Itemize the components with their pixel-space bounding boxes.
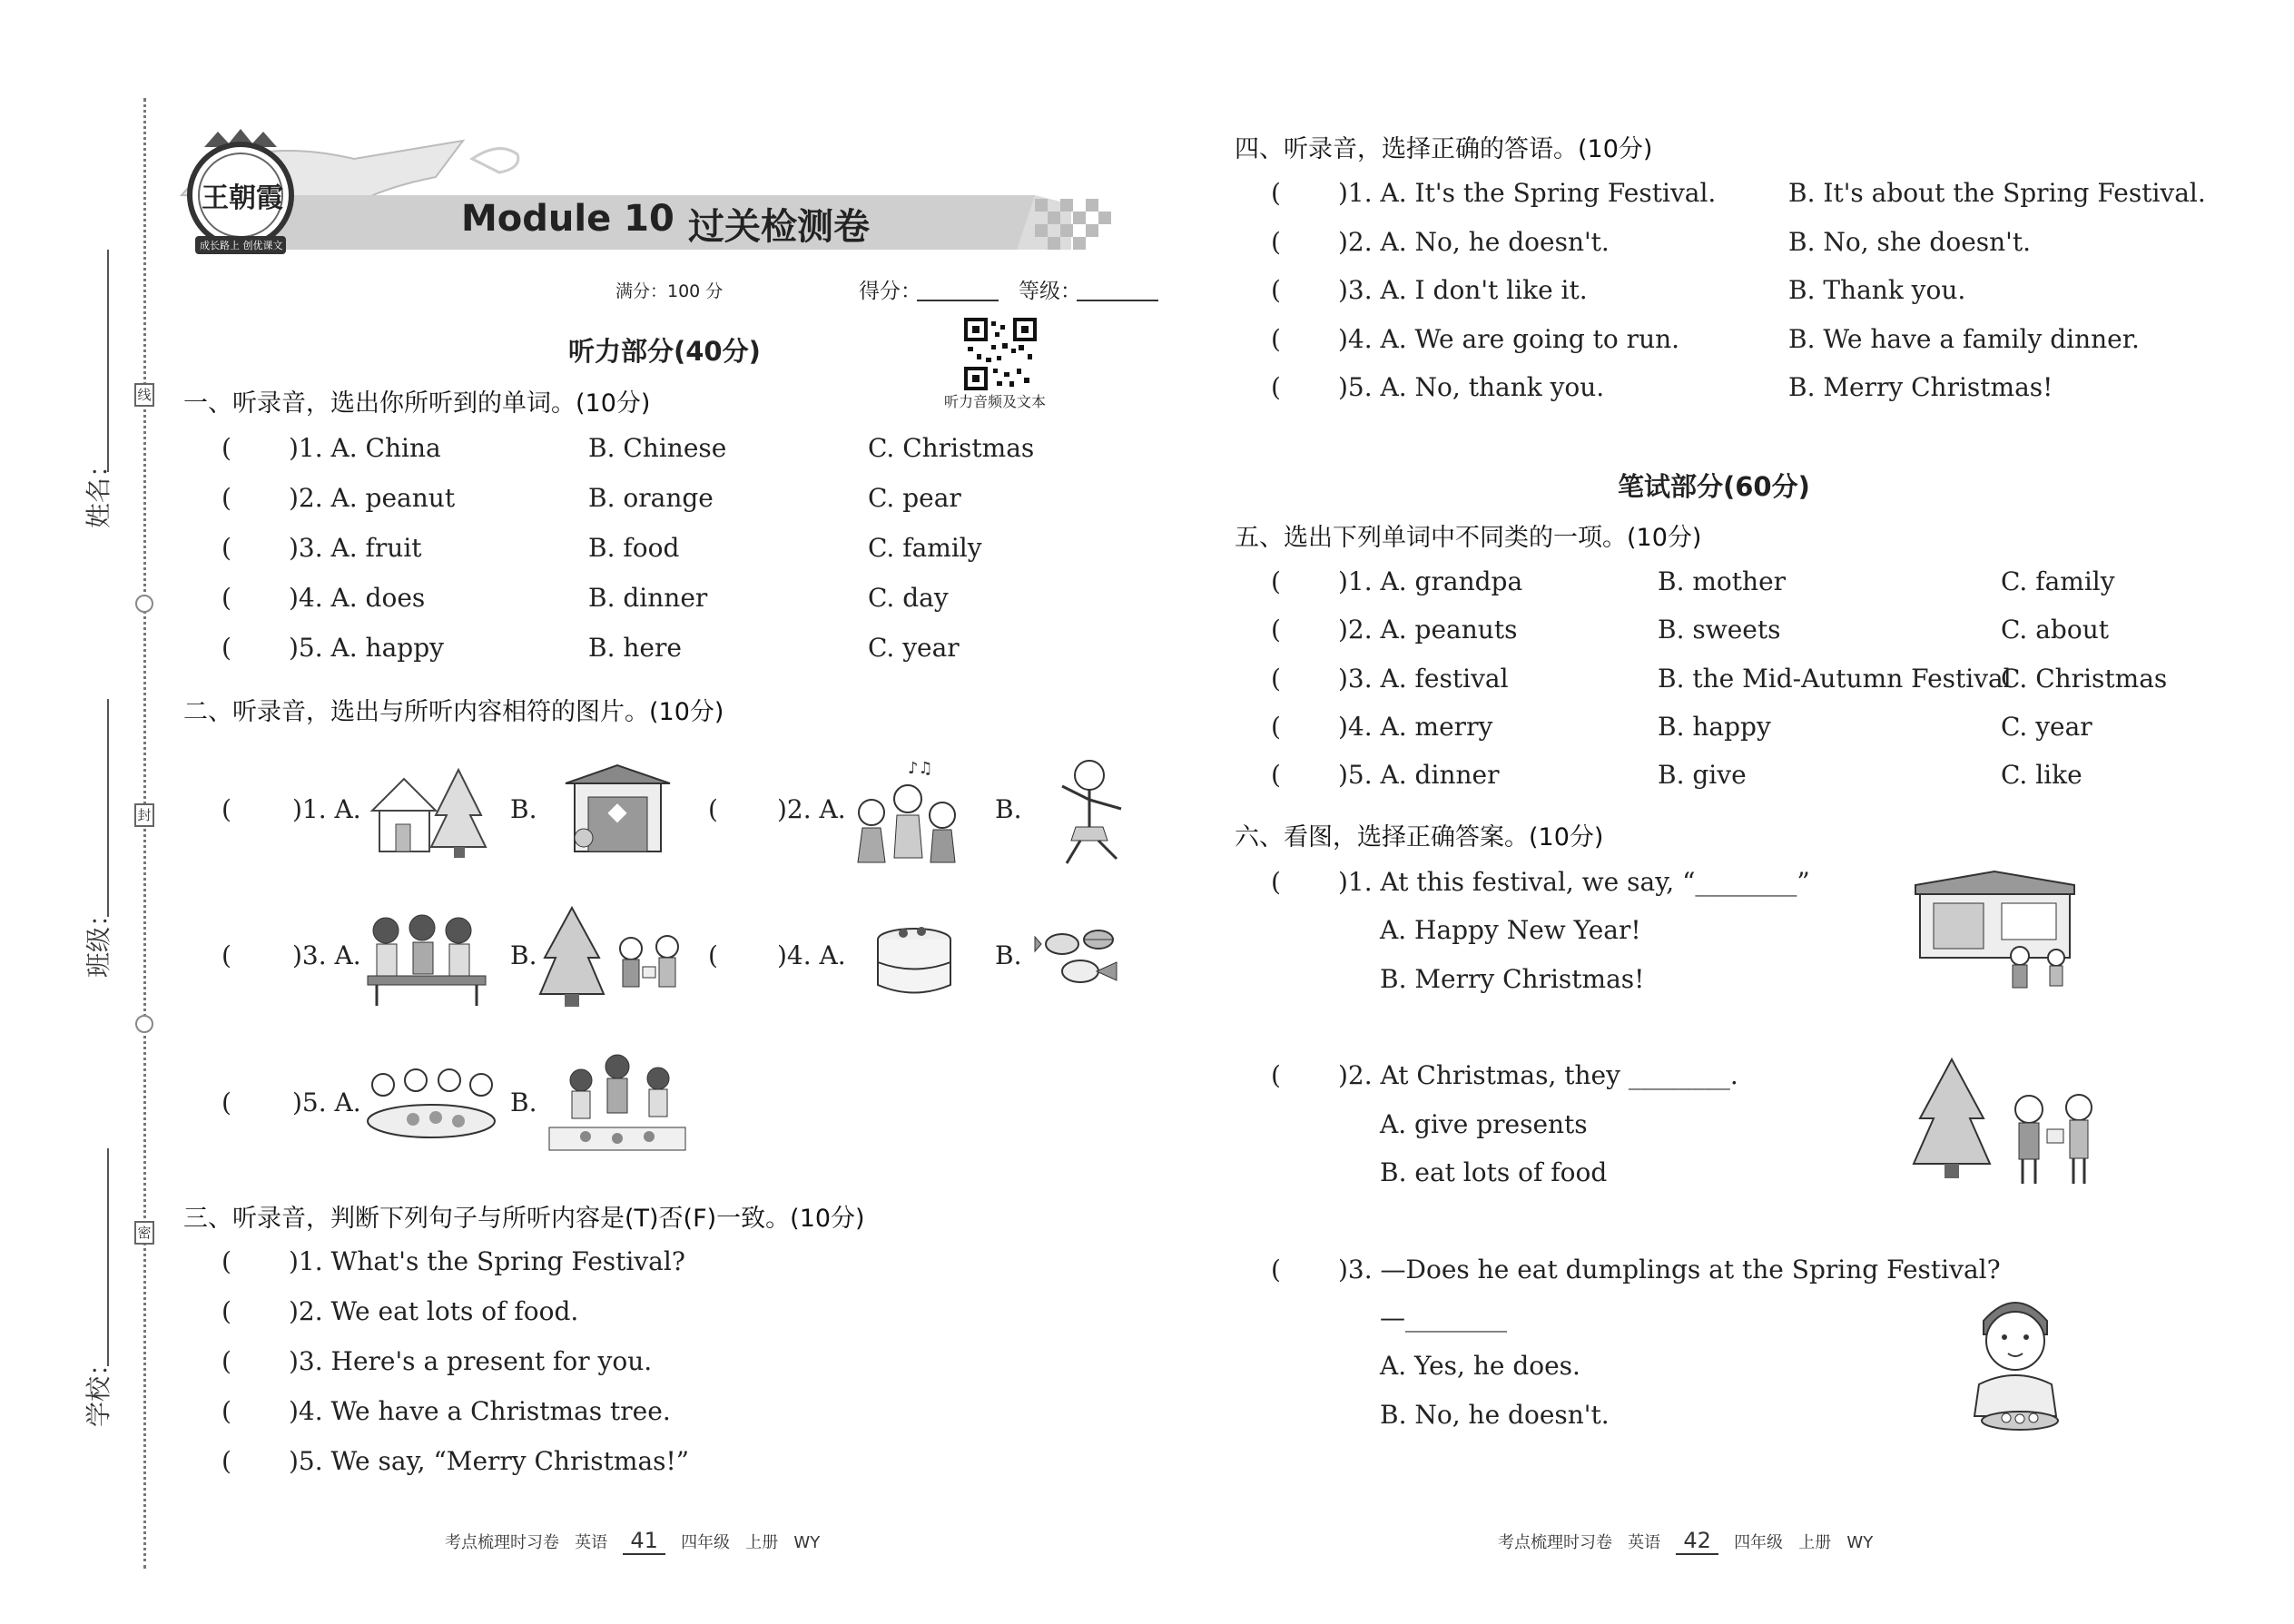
answer-paren[interactable]: (: [1271, 1060, 1281, 1090]
picture-label: )2. A.: [777, 794, 846, 824]
answer-paren[interactable]: (: [1271, 664, 1281, 694]
answer-paren[interactable]: (: [222, 1088, 231, 1117]
school-label: 学校：: [84, 1350, 114, 1428]
binding-dotted-line: [143, 98, 146, 1569]
qr-code[interactable]: [964, 318, 1037, 390]
right-footer: [1498, 1528, 1873, 1553]
option-b: B. orange: [588, 483, 714, 513]
qr-caption: 听力音频及文本: [944, 393, 1047, 410]
statement: )2. We eat lots of food.: [289, 1296, 579, 1326]
answer-blank[interactable]: —________: [1380, 1303, 1507, 1333]
grade-field[interactable]: [1077, 300, 1158, 301]
option-a: )3. A. I don't like it.: [1338, 275, 1588, 305]
option-b: B. mother: [1658, 566, 1787, 596]
answer-paren[interactable]: (: [1271, 712, 1281, 742]
section-3-title: 三、听录音，判断下列句子与所听内容是(T)否(F)一致。(10分): [183, 1205, 865, 1233]
option-b: B. the Mid-Autumn Festival: [1658, 664, 2012, 694]
answer-paren[interactable]: (: [1271, 324, 1281, 354]
picture-label: )4. A.: [777, 940, 846, 970]
option-a: )2. A. No, he doesn't.: [1338, 227, 1610, 257]
footer-edition: WY: [793, 1533, 821, 1552]
footer-subject: 英语: [575, 1533, 608, 1552]
answer-paren[interactable]: (: [1271, 372, 1281, 402]
option-b: B. happy: [1658, 712, 1771, 742]
class-underline: [107, 699, 109, 917]
answer-paren[interactable]: (: [222, 940, 231, 970]
option-b: B. We have a family dinner.: [1788, 324, 2140, 354]
logo-text: 王朝霞: [202, 182, 283, 214]
section-2-title: 二、听录音，选出与所听内容相符的图片。(10分): [183, 698, 724, 726]
answer-paren[interactable]: (: [1271, 760, 1281, 790]
option-c: C. pear: [868, 483, 961, 513]
option-b: B. eat lots of food: [1380, 1157, 1608, 1187]
question-stem: )3. —Does he eat dumplings at the Spring Festival?: [1338, 1255, 2001, 1284]
answer-paren[interactable]: (: [222, 433, 231, 463]
answer-paren[interactable]: (: [222, 794, 231, 824]
answer-paren[interactable]: (: [222, 1396, 231, 1426]
option-c: C. family: [868, 533, 982, 563]
page-number: 41: [623, 1528, 665, 1555]
option-a: A. Happy New Year!: [1380, 915, 1641, 945]
christmas-presents-picture: [1906, 1055, 2102, 1191]
option-a: )4. A. does: [289, 583, 426, 613]
footer-volume: 上册: [1798, 1533, 1832, 1552]
answer-paren[interactable]: (: [222, 633, 231, 663]
class-label: 班级：: [84, 901, 114, 979]
section-5-title: 五、选出下列单词中不同类的一项。(10分): [1235, 524, 1702, 552]
option-c: C. year: [2001, 712, 2092, 742]
option-b: B. Chinese: [588, 433, 727, 463]
option-a: )2. A. peanut: [289, 483, 456, 513]
answer-paren[interactable]: (: [1271, 178, 1281, 208]
question-stem: )1. At this festival, we say, “________”: [1338, 867, 1810, 897]
option-a: )5. A. No, thank you.: [1338, 372, 1605, 402]
option-b: B. Merry Christmas!: [1380, 964, 1645, 994]
picture-label: B.: [510, 794, 537, 824]
option-a: )4. A. merry: [1338, 712, 1493, 742]
answer-paren[interactable]: (: [708, 940, 718, 970]
answer-paren[interactable]: (: [222, 1296, 231, 1326]
cake-picture[interactable]: [867, 917, 962, 1003]
question-stem: )2. At Christmas, they ________.: [1338, 1060, 1738, 1090]
header-banner: [163, 123, 1162, 268]
page-title: Module 10: [461, 198, 674, 240]
svg-text:♪♫: ♪♫: [908, 759, 933, 778]
writing-part-title: 笔试部分(60分): [1618, 471, 1810, 502]
picture-label: B.: [510, 1088, 537, 1117]
option-a: )2. A. peanuts: [1338, 615, 1518, 645]
footer-grade: 四年级: [681, 1533, 731, 1552]
name-underline: [107, 250, 109, 472]
picture-label: B.: [995, 940, 1022, 970]
option-c: C. Christmas: [2001, 664, 2168, 694]
grade-label: 等级：: [1019, 280, 1081, 303]
option-b: B. Merry Christmas!: [1788, 372, 2053, 402]
picture-label: )3. A.: [292, 940, 361, 970]
footer-edition: WY: [1846, 1533, 1874, 1552]
option-a: )3. A. fruit: [289, 533, 422, 563]
section-6-title: 六、看图，选择正确答案。(10分): [1235, 823, 1604, 851]
score-field[interactable]: [917, 300, 999, 301]
picture-label: )1. A.: [292, 794, 361, 824]
answer-paren[interactable]: (: [1271, 566, 1281, 596]
option-b: B. food: [588, 533, 680, 563]
dancing-girl-picture[interactable]: [1035, 750, 1144, 868]
left-footer: [445, 1528, 820, 1553]
option-a: )3. A. festival: [1338, 664, 1509, 694]
chinese-door-picture[interactable]: [561, 761, 674, 862]
score-label: 得分：: [859, 280, 921, 303]
picture-label: B.: [995, 794, 1022, 824]
picture-label: B.: [510, 940, 537, 970]
option-b: B. No, she doesn't.: [1788, 227, 2032, 257]
option-c: C. year: [868, 633, 960, 663]
option-a: A. Yes, he does.: [1380, 1351, 1580, 1381]
option-a: )1. A. grandpa: [1338, 566, 1523, 596]
option-c: C. day: [868, 583, 949, 613]
option-c: C. like: [2001, 760, 2082, 790]
binding-mark-xian: 线: [134, 383, 154, 407]
section-1-title: 一、听录音，选出你所听到的单词。(10分): [183, 389, 651, 418]
option-b: B. dinner: [588, 583, 708, 613]
listening-part-title: 听力部分(40分): [568, 336, 761, 367]
option-a: )4. A. We are going to run.: [1338, 324, 1680, 354]
answer-paren[interactable]: (: [222, 533, 231, 563]
answer-paren[interactable]: (: [222, 1346, 231, 1376]
answer-paren[interactable]: (: [708, 794, 718, 824]
option-c: C. family: [2001, 566, 2115, 596]
answer-paren[interactable]: (: [222, 1446, 231, 1476]
option-b: B. sweets: [1658, 615, 1781, 645]
binding-mark-feng: 封: [134, 803, 154, 827]
statement: )1. What's the Spring Festival?: [289, 1246, 685, 1276]
option-b: B. give: [1658, 760, 1747, 790]
page-subtitle: 过关检测卷: [688, 206, 870, 248]
statement: )5. We say, “Merry Christmas!”: [289, 1446, 690, 1476]
footer-grade: 四年级: [1734, 1533, 1784, 1552]
footer-subject: 英语: [1628, 1533, 1661, 1552]
logo-tagline: 成长路上 创优课文: [200, 240, 283, 251]
answer-paren[interactable]: (: [222, 583, 231, 613]
statement: )3. Here's a present for you.: [289, 1346, 653, 1376]
footer-book: 考点梳理时习卷: [1498, 1533, 1612, 1552]
family-cooking-picture[interactable]: [359, 908, 495, 1009]
option-a: A. give presents: [1380, 1109, 1588, 1139]
name-label: 姓名：: [84, 451, 114, 529]
spring-festival-house-picture: [1911, 867, 2079, 994]
footer-volume: 上册: [745, 1533, 779, 1552]
answer-paren[interactable]: (: [222, 1246, 231, 1276]
answer-paren[interactable]: (: [222, 483, 231, 513]
house-christmas-tree-picture[interactable]: [363, 761, 490, 862]
binding-hole: [135, 1015, 153, 1033]
option-a: )5. A. happy: [289, 633, 444, 663]
section-4-title: 四、听录音，选择正确的答语。(10分): [1235, 135, 1653, 163]
answer-paren[interactable]: (: [1271, 867, 1281, 897]
sweets-picture[interactable]: [1030, 917, 1135, 1003]
family-dinner-picture[interactable]: [363, 1058, 499, 1157]
picture-label: )5. A.: [292, 1088, 361, 1117]
family-picnic-picture[interactable]: [540, 1053, 690, 1162]
binding-hole: [135, 595, 153, 613]
answer-paren[interactable]: (: [1271, 275, 1281, 305]
full-score: 满分：100 分: [615, 281, 724, 301]
option-a: )1. A. It's the Spring Festival.: [1338, 178, 1717, 208]
option-b: B. Thank you.: [1788, 275, 1966, 305]
children-christmas-tree-picture[interactable]: [536, 903, 690, 1012]
school-underline: [107, 1148, 109, 1366]
option-a: )1. A. China: [289, 433, 441, 463]
option-c: C. Christmas: [868, 433, 1035, 463]
singing-children-picture[interactable]: [844, 753, 971, 867]
answer-paren[interactable]: (: [1271, 1255, 1281, 1284]
option-c: C. about: [2001, 615, 2109, 645]
statement: )4. We have a Christmas tree.: [289, 1396, 671, 1426]
option-b: B. here: [588, 633, 682, 663]
footer-book: 考点梳理时习卷: [445, 1533, 559, 1552]
answer-paren[interactable]: (: [1271, 227, 1281, 257]
answer-paren[interactable]: (: [1271, 615, 1281, 645]
binding-mark-mi: 密: [134, 1221, 154, 1245]
option-a: )5. A. dinner: [1338, 760, 1500, 790]
option-b: B. No, he doesn't.: [1380, 1400, 1610, 1430]
page-number: 42: [1676, 1528, 1718, 1555]
option-b: B. It's about the Spring Festival.: [1788, 178, 2206, 208]
boy-eating-dumplings-picture: [1952, 1284, 2079, 1434]
